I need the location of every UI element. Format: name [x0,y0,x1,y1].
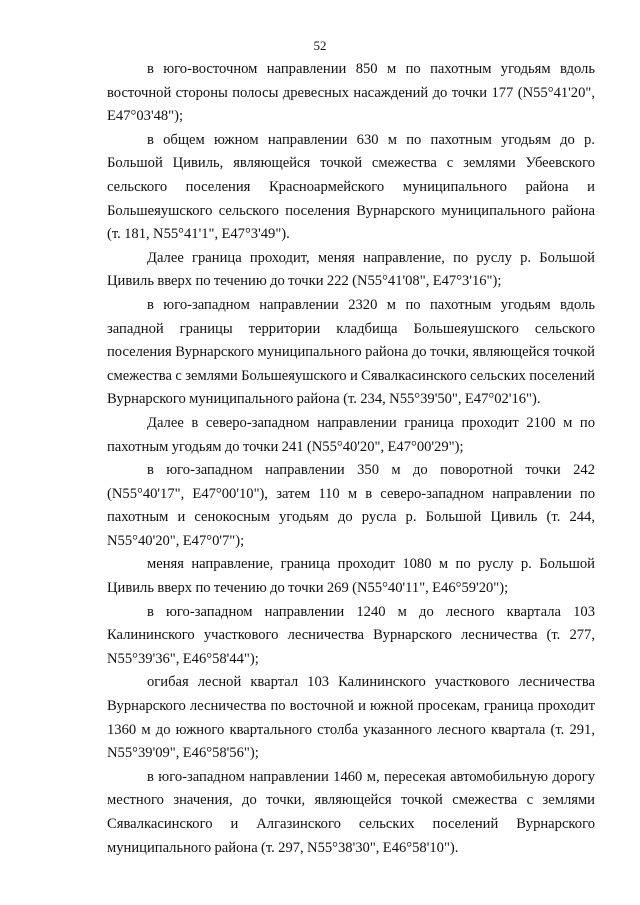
paragraph: в юго-восточном направлении 850 м по пахотным угодьям вдоль восточной стороны полосы древесных насаждений до точки 177 (N55°41'20", E47°03'48"); [107,61,595,125]
page-number: 52 [313,38,327,53]
document-body [107,58,595,860]
paragraph: в юго-западном направлении 2320 м по пахотным угодьям вдоль западной границы территории кладбища Большеяушского сельского поселения Вурнарского муниципального района до точки, являющейся точкой смежества с землями Большеяушского и Сявалкасинского сельских поселений Вурнарского муниципального района (т. 234, N55°39'50", E47°02'16"). [107,296,595,408]
paragraph: меняя направление, граница проходит 1080 м по руслу р. Большой Цивиль вверх по течению до точки 269 (N55°40'11", E46°59'20"); [107,556,595,597]
paragraph: в юго-западном направлении 350 м до поворотной точки 242 (N55°40'17", E47°00'10"), затем 110 м в северо-западном направлении по пахотным и сенокосным угодьям до русла р. Большой Цивиль (т. 244, N55°40'20", E47°0'7"); [107,462,595,549]
paragraph: в общем южном направлении 630 м по пахотным угодьям до р. Большой Цивиль, являющейся точкой смежества с землями Убеевского сельского поселения Красноармейского муниципального района и Большеяушского сельского поселения Вурнарского муниципального района (т. 181, N55°41'1", E47°3'49"). [107,131,595,243]
paragraph: Далее в северо-западном направлении граница проходит 2100 м по пахотным угодьям до точки 241 (N55°40'20", E47°00'29"); [107,414,595,455]
paragraph: в юго-западном направлении 1240 м до лесного квартала 103 Калининского участкового лесничества Вурнарского лесничества (т. 277, N55°39'36", E46°58'44"); [107,603,595,667]
paragraph: Далее граница проходит, меняя направление, по руслу р. Большой Цивиль вверх по течению до точки 222 (N55°41'08", E47°3'16"); [107,249,595,290]
paragraph: огибая лесной квартал 103 Калининского участкового лесничества Вурнарского лесничества по восточной и южной просекам, граница проходит 1360 м до южного квартального столба указанного лесного квартала (т. 291, N55°39'09", E46°58'56"); [107,674,595,762]
paragraph: в юго-западном направлении 1460 м, пересекая автомобильную дорогу местного значения, до точки, являющейся точкой смежества с землями Сявалкасинского и Алгазинского сельских поселений Вурнарского муниципального района (т. 297, N55°38'30", E46°58'10"). [107,768,595,856]
